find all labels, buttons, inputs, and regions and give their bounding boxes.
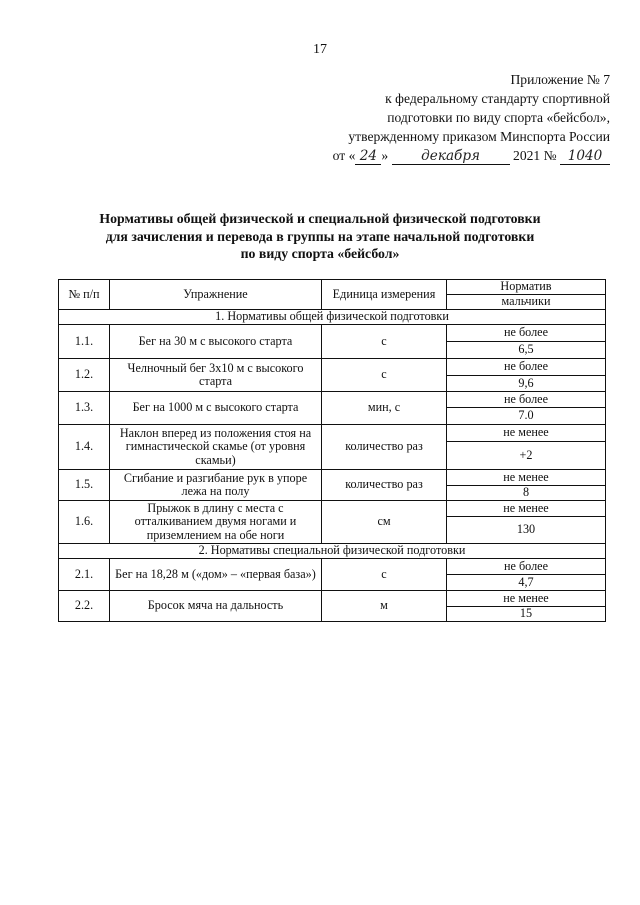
row-exercise: Бег на 18,28 м («дом» – «первая база») bbox=[110, 559, 322, 591]
header-boys: мальчики bbox=[447, 295, 606, 310]
row-unit: мин, с bbox=[322, 392, 447, 425]
row-unit: количество раз bbox=[322, 425, 447, 470]
section-row bbox=[59, 310, 606, 325]
section-title: 1. Нормативы общей физической подготовки bbox=[59, 310, 606, 325]
appendix-header bbox=[290, 70, 610, 165]
row-value: 4,7 bbox=[447, 575, 606, 591]
table-header-row bbox=[59, 280, 606, 295]
row-unit: количество раз bbox=[322, 470, 447, 501]
row-condition: не более bbox=[447, 392, 606, 408]
row-value: 7.0 bbox=[447, 408, 606, 425]
appendix-line: к федеральному стандарту спортивной bbox=[385, 91, 610, 106]
row-condition: не менее bbox=[447, 501, 606, 517]
row-unit: м bbox=[322, 591, 447, 622]
order-month-handwritten: декабря bbox=[392, 149, 510, 165]
row-unit: с bbox=[322, 325, 447, 359]
row-number: 1.6. bbox=[59, 501, 110, 544]
norms-table bbox=[58, 279, 606, 622]
title-line: по виду спорта «бейсбол» bbox=[240, 246, 400, 261]
row-condition: не более bbox=[447, 325, 606, 342]
appendix-line: подготовки по виду спорта «бейсбол», bbox=[387, 110, 610, 125]
title-line: Нормативы общей физической и специальной физической подготовки bbox=[99, 211, 541, 226]
row-condition: не более bbox=[447, 359, 606, 376]
order-prefix: от « bbox=[332, 148, 356, 163]
header-unit: Единица измерения bbox=[322, 280, 447, 310]
row-condition: не менее bbox=[447, 425, 606, 442]
table-row bbox=[59, 591, 606, 607]
table-row bbox=[59, 470, 606, 486]
section-title: 2. Нормативы специальной физической подготовки bbox=[59, 544, 606, 559]
row-value: 15 bbox=[447, 607, 606, 622]
order-year: 2021 № bbox=[513, 148, 557, 163]
header-num: № п/п bbox=[59, 280, 110, 310]
row-exercise: Челночный бег 3х10 м с высокого старта bbox=[110, 359, 322, 392]
row-unit: с bbox=[322, 559, 447, 591]
row-number: 1.2. bbox=[59, 359, 110, 392]
row-number: 1.1. bbox=[59, 325, 110, 359]
table-row bbox=[59, 392, 606, 408]
row-exercise: Бег на 1000 м с высокого старта bbox=[110, 392, 322, 425]
row-condition: не менее bbox=[447, 470, 606, 486]
row-number: 1.4. bbox=[59, 425, 110, 470]
row-condition: не более bbox=[447, 559, 606, 575]
appendix-line: утвержденному приказом Минспорта России bbox=[348, 129, 610, 144]
table-row bbox=[59, 425, 606, 442]
table-row bbox=[59, 325, 606, 342]
page-number: 17 bbox=[313, 42, 327, 57]
header-exercise: Упражнение bbox=[110, 280, 322, 310]
table-row bbox=[59, 559, 606, 575]
row-value: 9,6 bbox=[447, 376, 606, 392]
row-number: 2.2. bbox=[59, 591, 110, 622]
row-value: +2 bbox=[447, 442, 606, 470]
row-exercise: Прыжок в длину с места с отталкиванием двумя ногами и приземлением на обе ноги bbox=[110, 501, 322, 544]
row-condition: не менее bbox=[447, 591, 606, 607]
row-number: 1.3. bbox=[59, 392, 110, 425]
order-reference bbox=[290, 146, 610, 165]
row-unit: с bbox=[322, 359, 447, 392]
appendix-line: Приложение № 7 bbox=[510, 72, 610, 87]
title-line: для зачисления и перевода в группы на этапе начальной подготовки bbox=[105, 228, 535, 244]
document-title bbox=[0, 210, 640, 263]
table-row bbox=[59, 359, 606, 376]
order-mid: » bbox=[381, 148, 389, 163]
row-exercise: Бросок мяча на дальность bbox=[110, 591, 322, 622]
row-exercise: Сгибание и разгибание рук в упоре лежа на полу bbox=[110, 470, 322, 501]
row-value: 6,5 bbox=[447, 342, 606, 359]
order-number-handwritten: 1040 bbox=[560, 149, 610, 165]
section-row bbox=[59, 544, 606, 559]
row-value: 130 bbox=[447, 517, 606, 544]
row-value: 8 bbox=[447, 486, 606, 501]
row-exercise: Наклон вперед из положения стоя на гимнастической скамье (от уровня скамьи) bbox=[110, 425, 322, 470]
order-day-handwritten: 24 bbox=[355, 149, 381, 165]
row-exercise: Бег на 30 м с высокого старта bbox=[110, 325, 322, 359]
header-norm: Норматив bbox=[447, 280, 606, 295]
row-number: 1.5. bbox=[59, 470, 110, 501]
row-number: 2.1. bbox=[59, 559, 110, 591]
table-row bbox=[59, 501, 606, 517]
row-unit: см bbox=[322, 501, 447, 544]
